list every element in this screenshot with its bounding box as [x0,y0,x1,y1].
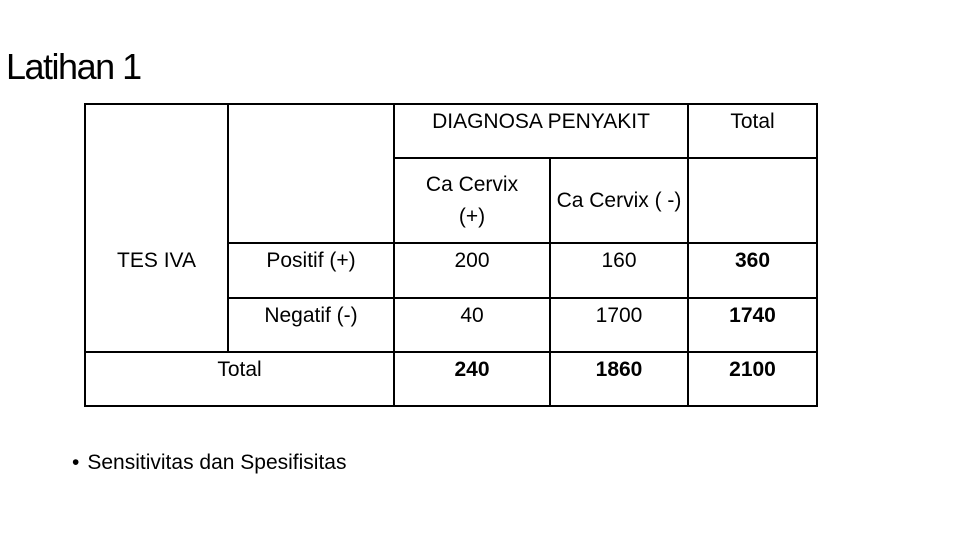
cell-negatif-ca-neg: 1700 [595,304,643,327]
cell-negatif-total: 1740 [729,304,776,327]
row-label-negatif: Negatif (-) [264,304,358,327]
table-border-right [816,103,818,407]
bullet-text: Sensitivitas dan Spesifisitas [87,451,347,474]
column-ca-cervix-neg: Ca Cervix ( -) [556,188,682,212]
slide-title: Latihan 1 [6,46,141,87]
column-ca-cervix-pos: Ca Cervix (+) [425,172,519,228]
cell-total-ca-neg: 1860 [595,358,643,381]
cell-positif-ca-neg: 160 [601,249,637,272]
cell-total-ca-pos: 240 [454,358,490,381]
row-label-positif: Positif (+) [266,249,356,272]
cell-positif-total: 360 [734,249,771,272]
bullet-icon: • [72,451,80,474]
cell-total-total: 2100 [729,358,776,381]
bullet-item [72,448,347,478]
row-group-tes-iva: TES IVA [117,249,196,272]
cell-positif-ca-pos: 200 [454,249,490,272]
cell-negatif-ca-pos: 40 [460,304,484,327]
table-border-bottom [84,405,818,407]
row-label-total: Total [217,358,262,381]
header-total: Total [730,110,775,133]
header-diagnosa: DIAGNOSA PENYAKIT [432,110,650,133]
